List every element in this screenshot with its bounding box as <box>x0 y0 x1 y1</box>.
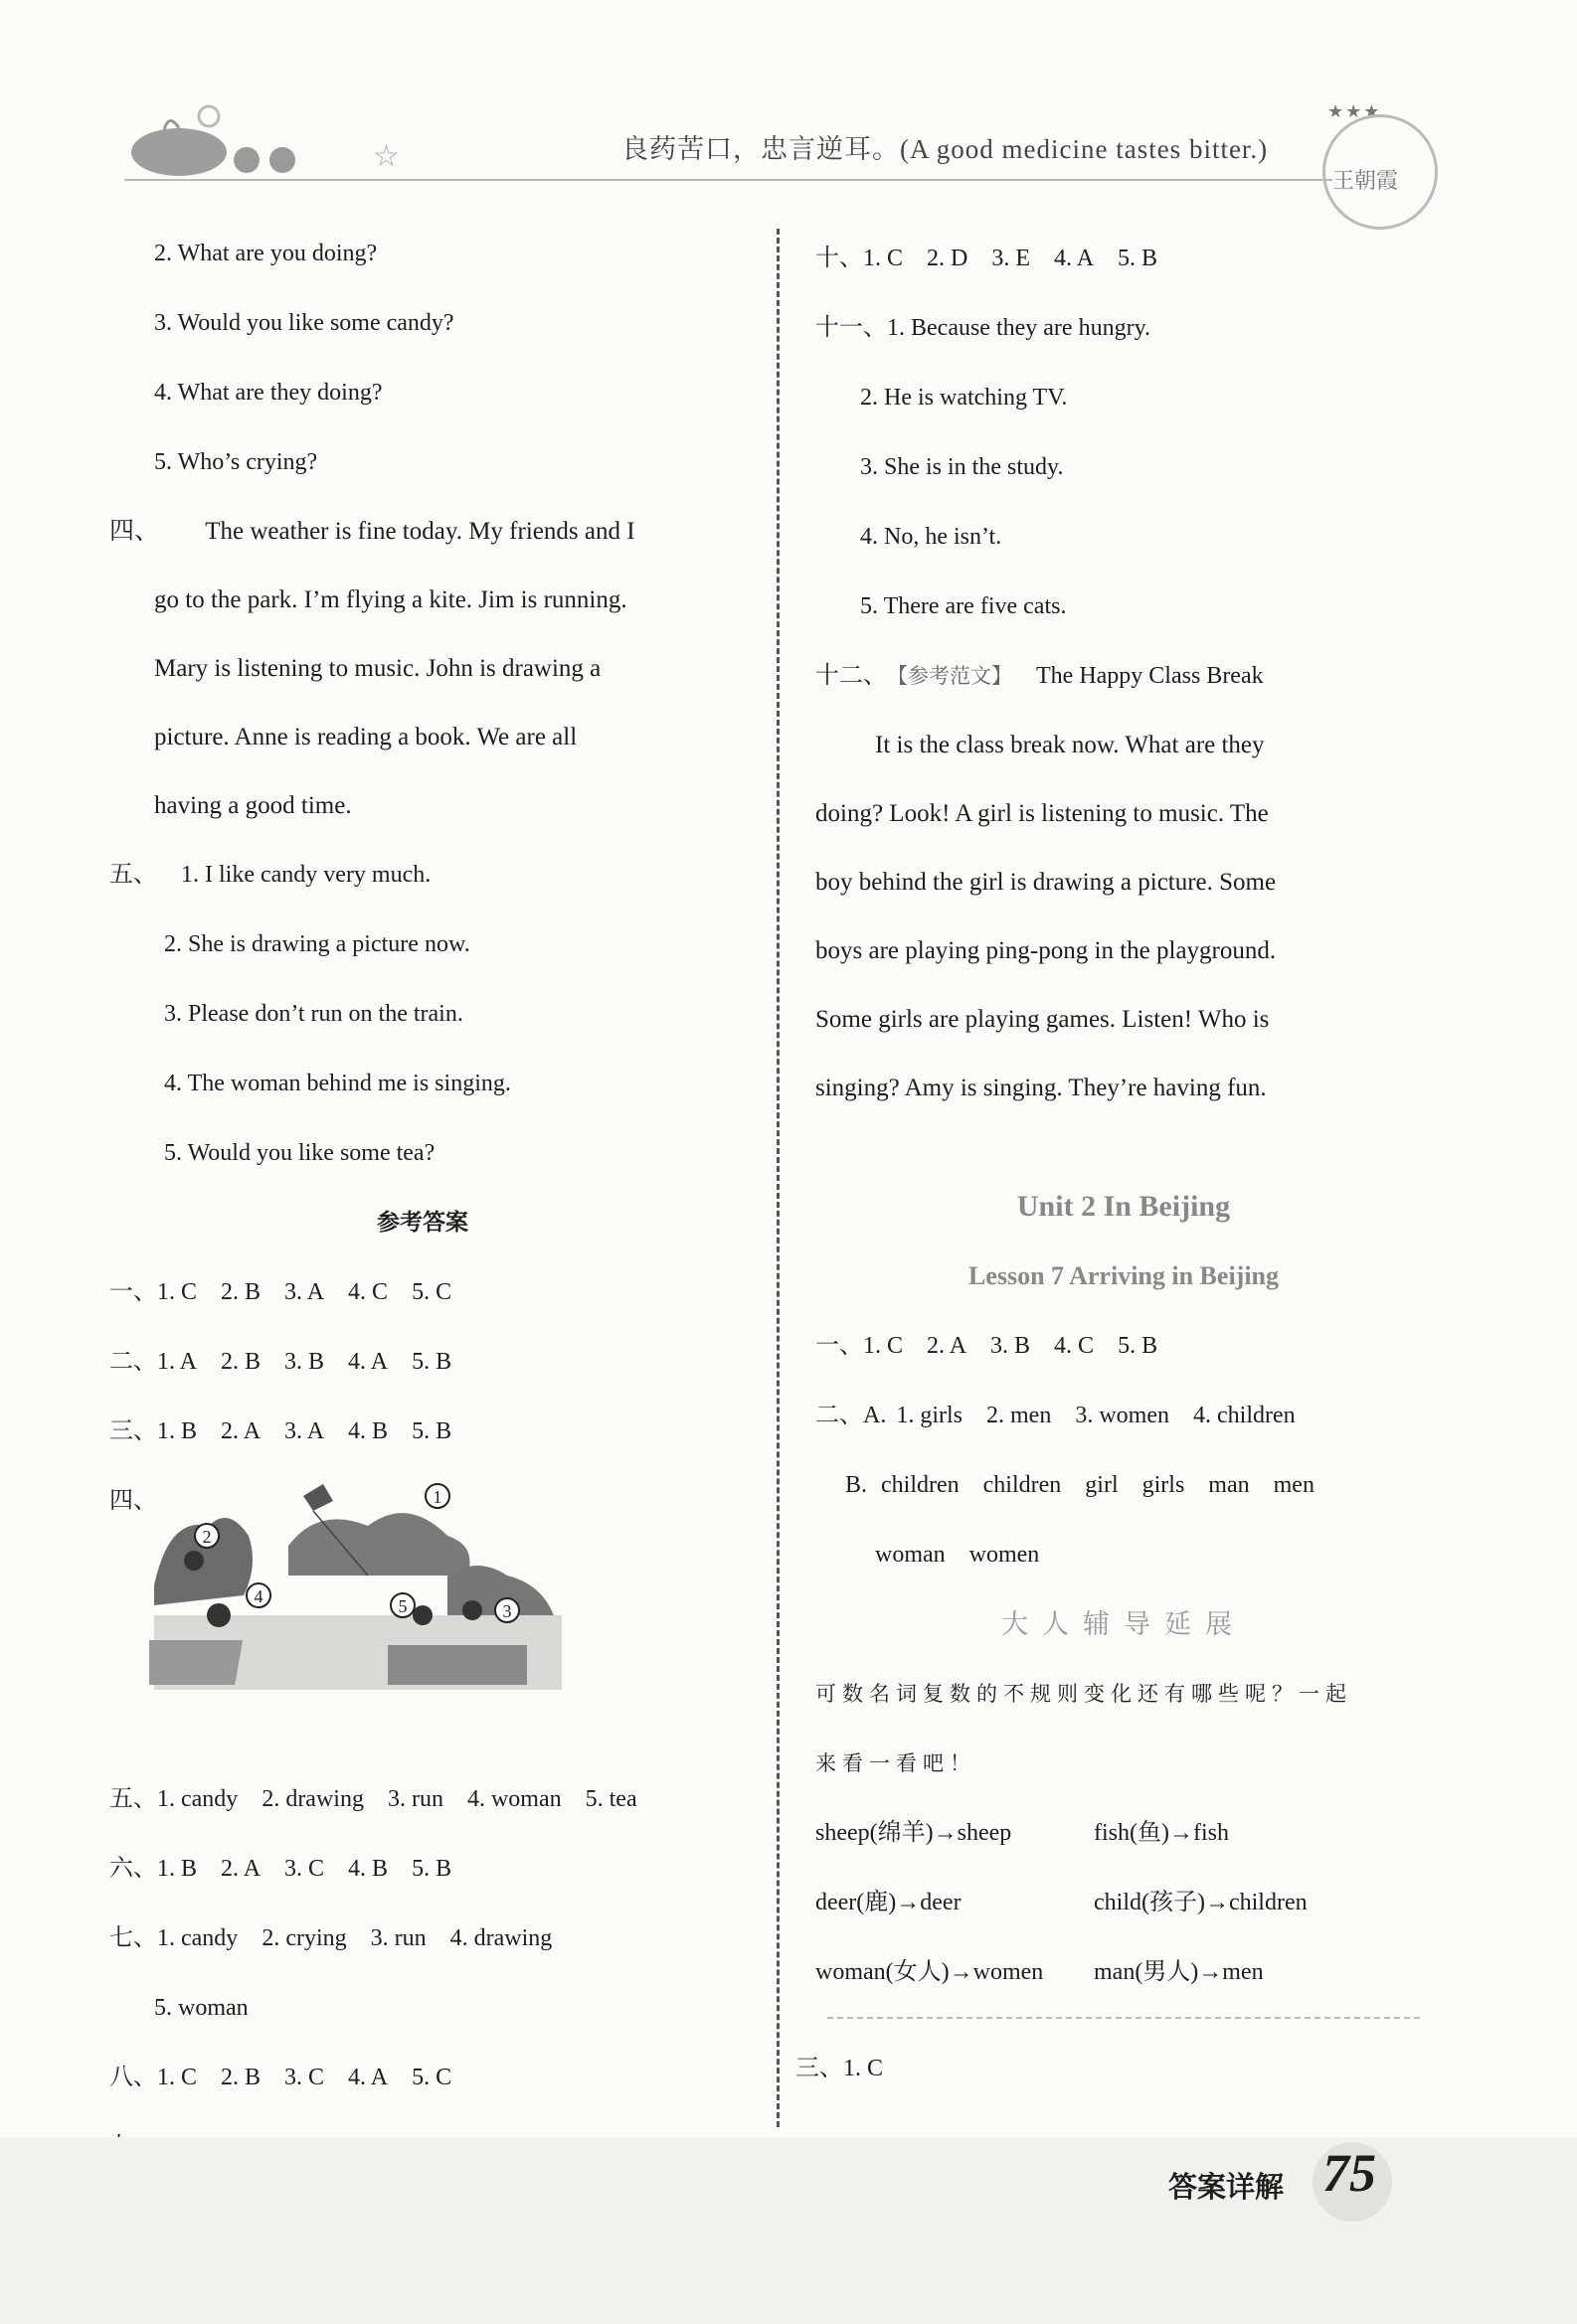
callout-number-1: 1 <box>433 1487 442 1507</box>
answer: 1. C <box>157 1279 198 1305</box>
answer: 3. A <box>284 1418 325 1444</box>
answer: 2. D <box>927 246 968 271</box>
answer-row <box>109 1257 736 1327</box>
answer: 1. B <box>157 1856 198 1882</box>
essay-line: boys are playing ping-pong in the playground. <box>815 937 1277 964</box>
section-label: 八、 <box>109 2065 157 2090</box>
answer: 4. drawing <box>449 1925 553 1951</box>
answer: girl <box>1085 1472 1119 1498</box>
answer: children <box>982 1472 1062 1498</box>
seal-stars: ★★★ <box>1327 101 1382 121</box>
answer: women <box>968 1542 1040 1568</box>
unit-title: Unit 2 In Beijing <box>1016 1190 1231 1223</box>
plural-item: man(男人)→men <box>1094 1959 1264 1985</box>
answer-line: 5. There are five cats. <box>860 593 1067 619</box>
dots-decoration <box>234 147 305 178</box>
answer-line: 4. What are they doing? <box>154 380 383 406</box>
answer: 1. C <box>863 246 904 271</box>
section-label: 十二、 <box>815 663 887 689</box>
answer: 3. E <box>991 246 1031 271</box>
spacer <box>815 1122 1432 1172</box>
answer-row <box>109 1904 736 1973</box>
answer: 2. B <box>221 1279 262 1305</box>
answer-line: 2. He is watching TV. <box>860 385 1068 411</box>
column-divider <box>777 229 780 2127</box>
picnic-blanket-right <box>388 1645 527 1685</box>
answer: 3. C <box>284 2065 325 2090</box>
answer: 3. C <box>284 1856 325 1882</box>
answer: 4. woman <box>466 1786 562 1812</box>
plural-item: deer(鹿)→deer <box>815 1890 962 1915</box>
answer-line: 3. Please don’t run on the train. <box>164 1001 463 1027</box>
passage-line: Mary is listening to music. John is drawing a <box>154 655 602 682</box>
answer-line: 4. No, he isn’t. <box>860 524 1002 550</box>
answer-row <box>815 1311 1432 1381</box>
answer: 4. A <box>348 1349 389 1375</box>
answer-line: 2. She is drawing a picture now. <box>164 931 470 957</box>
answer: 5. C <box>412 1279 452 1305</box>
section-label: 十、 <box>815 246 863 271</box>
answer: 4. A <box>348 2065 389 2090</box>
person-listening <box>413 1605 433 1625</box>
answer: 4. B <box>348 1856 389 1882</box>
answer: 1. C <box>863 1333 904 1359</box>
answer: 2. B <box>221 1349 262 1375</box>
answer-line <box>815 293 1432 363</box>
extension-title: 大人辅导延展 <box>1001 1609 1246 1639</box>
section-label: 三、 <box>109 1418 157 1444</box>
plural-item: woman(女人)→women <box>815 1959 1044 1985</box>
star-decoration-icon: ☆ <box>373 140 400 173</box>
essay-heading <box>815 641 1432 711</box>
section-label: 七、 <box>109 1925 157 1951</box>
passage-line <box>109 497 736 566</box>
answer-row <box>109 1764 736 1834</box>
extension-text: 来看一看吧！ <box>815 1751 976 1775</box>
essay-line: It is the class break now. What are they <box>875 732 1265 758</box>
section-label: 六、 <box>109 1856 157 1882</box>
section-label: 二、 <box>109 1349 157 1375</box>
section-label: 五、 <box>109 862 157 888</box>
answer-line: 5. Would you like some tea? <box>164 1140 436 1166</box>
seal-text: 王朝霞 <box>1332 168 1399 193</box>
passage-line: picture. Anne is reading a book. We are all <box>154 724 578 750</box>
answer-row <box>815 1381 1432 1450</box>
picnic-blanket-left <box>149 1640 243 1685</box>
answer-line: 5. woman <box>154 1995 249 2021</box>
answer: 5. B <box>1118 246 1158 271</box>
sub-label: A. <box>863 1403 887 1428</box>
answer: 4. children <box>1193 1403 1296 1428</box>
plural-item: sheep(绵羊)→sheep <box>815 1820 1012 1846</box>
answer: 2. A <box>221 1418 262 1444</box>
answer-row <box>815 1450 1432 1520</box>
answer: 2. drawing <box>262 1786 364 1812</box>
callout-number-4: 4 <box>254 1586 263 1606</box>
essay-line: Some girls are playing games. Listen! Who is <box>815 1006 1270 1033</box>
answer: 4. C <box>1054 1333 1095 1359</box>
answer: 1. A <box>157 1349 198 1375</box>
page-header <box>0 0 1577 229</box>
answer: 3. run <box>370 1925 427 1951</box>
answer: 4. A <box>1054 246 1095 271</box>
answer: 1. candy <box>157 1925 239 1951</box>
reference-answers-title: 参考答案 <box>377 1210 468 1236</box>
answer: 4. C <box>348 1279 389 1305</box>
answer: 5. B <box>412 1349 452 1375</box>
answer: 2. A <box>221 1856 262 1882</box>
answer: 2. A <box>927 1333 967 1359</box>
plural-item: child(孩子)→children <box>1094 1890 1308 1915</box>
person-drawing <box>207 1603 231 1627</box>
answer-line: 3. Would you like some candy? <box>154 310 454 336</box>
section-label: 五、 <box>109 1786 157 1812</box>
answer-row <box>109 1397 736 1466</box>
section-label: 三、 <box>795 2056 843 2081</box>
answer: 2. crying <box>262 1925 347 1951</box>
essay-line: boy behind the girl is drawing a picture. Some <box>815 869 1277 896</box>
header-motto: 良药苦口，忠言逆耳。(A good medicine tastes bitter.) <box>621 134 1269 164</box>
passage-line: having a good time. <box>154 792 352 819</box>
footer-label: 答案详解 <box>1168 2170 1285 2204</box>
answer: 1. C <box>157 2065 198 2090</box>
answer: 2. B <box>221 2065 262 2090</box>
callout-number-5: 5 <box>398 1596 408 1616</box>
answer: 3. run <box>387 1786 443 1812</box>
answer-text: 1. I like candy very much. <box>181 862 432 888</box>
extension-divider <box>827 2017 1420 2019</box>
essay-title: The Happy Class Break <box>1036 663 1264 689</box>
answer: girls <box>1141 1472 1185 1498</box>
answer-row <box>815 1520 1432 1589</box>
plural-list <box>815 1798 1432 2007</box>
section-label: 二、 <box>815 1403 863 1428</box>
sub-label: B. <box>845 1472 868 1498</box>
extension-text: 可数名词复数的不规则变化还有哪些呢？一起 <box>815 1682 1352 1706</box>
answer: 1. candy <box>157 1786 239 1812</box>
answer-line: 5. Who’s crying? <box>154 449 318 475</box>
essay-line: singing? Amy is singing. They’re having fun. <box>815 1075 1267 1101</box>
section-label: 一、 <box>815 1333 863 1359</box>
answer: 3. B <box>990 1333 1031 1359</box>
answer: 3. B <box>284 1349 325 1375</box>
answer-row <box>815 224 1432 293</box>
answer-text: 1. Because they are hungry. <box>887 315 1151 341</box>
answer: 5. C <box>412 2065 452 2090</box>
essay-line: doing? Look! A girl is listening to music. The <box>815 800 1269 827</box>
passage-line: go to the park. I’m flying a kite. Jim is running. <box>154 586 627 613</box>
sample-essay-tag: 【参考范文】 <box>887 664 1012 688</box>
header-rule <box>124 179 1332 181</box>
answer: 1. C <box>843 2056 884 2081</box>
section-label: 十一、 <box>815 315 887 341</box>
answer: children <box>881 1472 960 1498</box>
person-reading <box>462 1600 482 1620</box>
section-label: 四、 <box>109 518 160 545</box>
answer: man <box>1208 1472 1250 1498</box>
answer: 5. B <box>412 1418 452 1444</box>
answer: men <box>1273 1472 1314 1498</box>
callout-number-2: 2 <box>202 1527 212 1547</box>
kite <box>303 1484 333 1511</box>
right-column <box>795 224 1432 2103</box>
answer: woman <box>875 1542 946 1568</box>
whale-decoration-icon <box>124 104 244 179</box>
left-column <box>109 219 736 2182</box>
callout-number-3: 3 <box>502 1601 512 1621</box>
answer: 5. B <box>1118 1333 1158 1359</box>
answer: 4. B <box>348 1418 389 1444</box>
passage-text: The weather is fine today. My friends and I <box>205 518 635 545</box>
answer-row <box>795 2034 1432 2103</box>
answer: 3. women <box>1075 1403 1169 1428</box>
section-label: 四、 <box>109 1488 157 1514</box>
answer-row <box>109 1834 736 1904</box>
answer-line <box>109 840 736 910</box>
answer-line: 3. She is in the study. <box>860 454 1064 480</box>
lesson-title: Lesson 7 Arriving in Beijing <box>967 1261 1280 1290</box>
answer-line: 2. What are you doing? <box>154 241 378 266</box>
answer: 1. girls <box>896 1403 964 1428</box>
park-scene-illustration <box>149 1466 567 1695</box>
answer: 1. B <box>157 1418 198 1444</box>
answer-row <box>109 2043 736 2112</box>
answer: 3. A <box>284 1279 325 1305</box>
trees-back <box>288 1513 470 1576</box>
page-number: 75 <box>1322 2143 1376 2203</box>
plural-item: fish(鱼)→fish <box>1094 1820 1229 1846</box>
answer-line: 4. The woman behind me is singing. <box>164 1071 511 1096</box>
answer: 5. B <box>412 1856 452 1882</box>
section-label: 一、 <box>109 1279 157 1305</box>
answer: 5. tea <box>585 1786 637 1812</box>
answer-row <box>109 1327 736 1397</box>
person-running <box>184 1551 204 1571</box>
answer: 2. men <box>986 1403 1052 1428</box>
